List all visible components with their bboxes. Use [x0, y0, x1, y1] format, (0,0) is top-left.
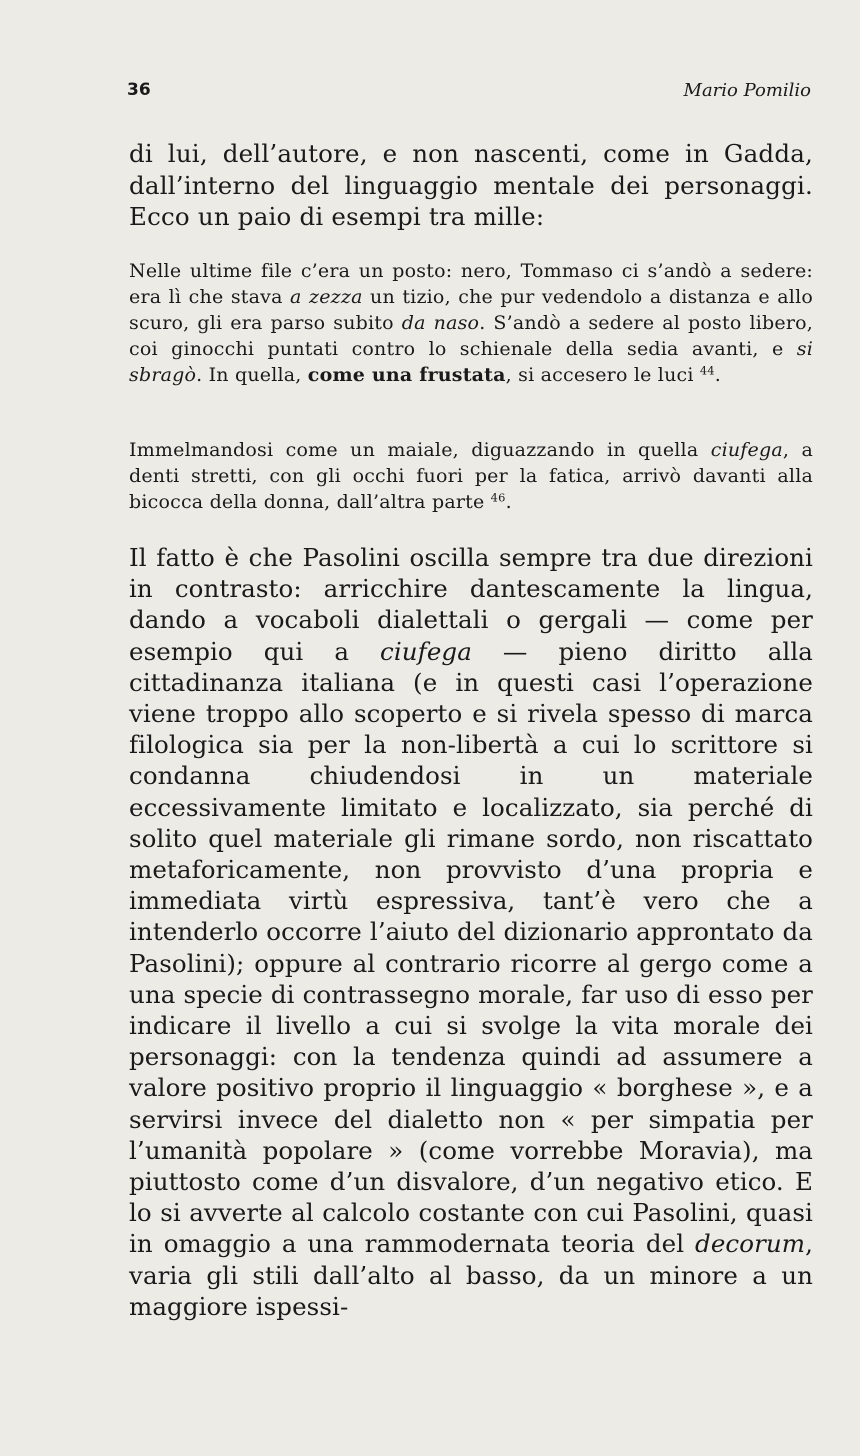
intro-paragraph: [129, 138, 813, 233]
quote-1-segment: .: [714, 364, 722, 386]
block-quote-2: [129, 437, 813, 515]
body-text: [129, 542, 813, 1322]
body-paragraph: [129, 542, 813, 1322]
quote-2-segment: , a denti stretti, con gli occhi fuori per la fatica, arrivò davanti alla bicocca della donna, dall’altra parte: [129, 439, 813, 513]
intro-text: di lui, dell’autore, e non nascenti, come in Gadda, dall’interno del linguaggio mentale dei personaggi. Ecco un paio di esempi tra mille:: [129, 139, 813, 231]
quote-1-segment: Nelle ultime file c’era un posto: nero, Tommaso ci s’andò a sedere: era lì che stava: [129, 260, 813, 308]
footnote-ref-46: 46: [490, 490, 506, 505]
quote-1-text: [129, 258, 813, 388]
running-head: Mario Pomilio: [683, 80, 811, 101]
quote-1-segment: . S’andò a sedere al posto libero, coi ginocchi puntati contro lo schienale della sedia avanti, e: [129, 312, 813, 360]
quote-1-italic-term: si sbragò: [129, 338, 813, 386]
block-quote-1: [129, 258, 813, 388]
body-italic-term: ciufega: [380, 636, 472, 666]
quote-2-text: [129, 437, 813, 515]
body-segment: — pieno diritto alla cittadinanza italiana (e in questi casi l’operazione viene troppo allo scoperto e si rivela spesso di marca filologica sia per la non-libertà a cui lo scrittore si condanna chiudendosi in un materiale eccessivamente limitato e localizzato, sia perché di solito quel materiale gli rimane sordo, non riscattato metaforicamente, non provvisto d’una propria e immediata virtù espressiva, tant’è vero che a intenderlo occorre l’aiuto del dizionario approntato da Pasolini); oppure al contrario ricorre al gergo come a una specie di contrassegno morale, far uso di esso per indicare il livello a cui si svolge la vita morale dei personaggi: con la tendenza quindi ad assumere a valore positivo proprio il linguaggio « borghese », e a servirsi invece del dialetto non « per simpatia per l’umanità popolare » (come vorrebbe Moravia), ma piuttosto come d’un disvalore, d’un negativo etico. E lo si avverte al calcolo costante con cui Pasolini, quasi in omaggio a una rammodernata teoria del: [129, 636, 813, 1259]
body-segment: , varia gli stili dall’alto al basso, da un minore a un maggiore ispessi-: [129, 1229, 813, 1321]
quote-1-bold-phrase: come una frustata: [307, 364, 506, 386]
quote-2-italic-term: ciufega: [710, 439, 783, 461]
page-number: 36: [127, 80, 151, 100]
body-segment: Il fatto è che Pasolini oscilla sempre tra due direzioni in contrasto: arricchire dantescamente la lingua, dando a vocaboli dialettali o gergali — come per esempio qui a: [129, 543, 813, 666]
page-header: [127, 80, 811, 106]
quote-2-segment: Immelmandosi come un maiale, diguazzando in quella: [129, 439, 711, 461]
quote-1-italic-term: da naso: [401, 312, 480, 334]
quote-1-segment: , si accesero le luci: [505, 364, 700, 386]
quote-2-segment: .: [505, 491, 512, 513]
footnote-ref-44: 44: [699, 363, 715, 378]
quote-1-italic-term: a zezza: [290, 286, 363, 308]
quote-1-segment: . In quella,: [196, 364, 308, 386]
body-italic-term: decorum: [695, 1229, 806, 1259]
quote-1-segment: un tizio, che pur vedendolo a distanza e allo scuro, gli era parso subito: [129, 286, 813, 334]
